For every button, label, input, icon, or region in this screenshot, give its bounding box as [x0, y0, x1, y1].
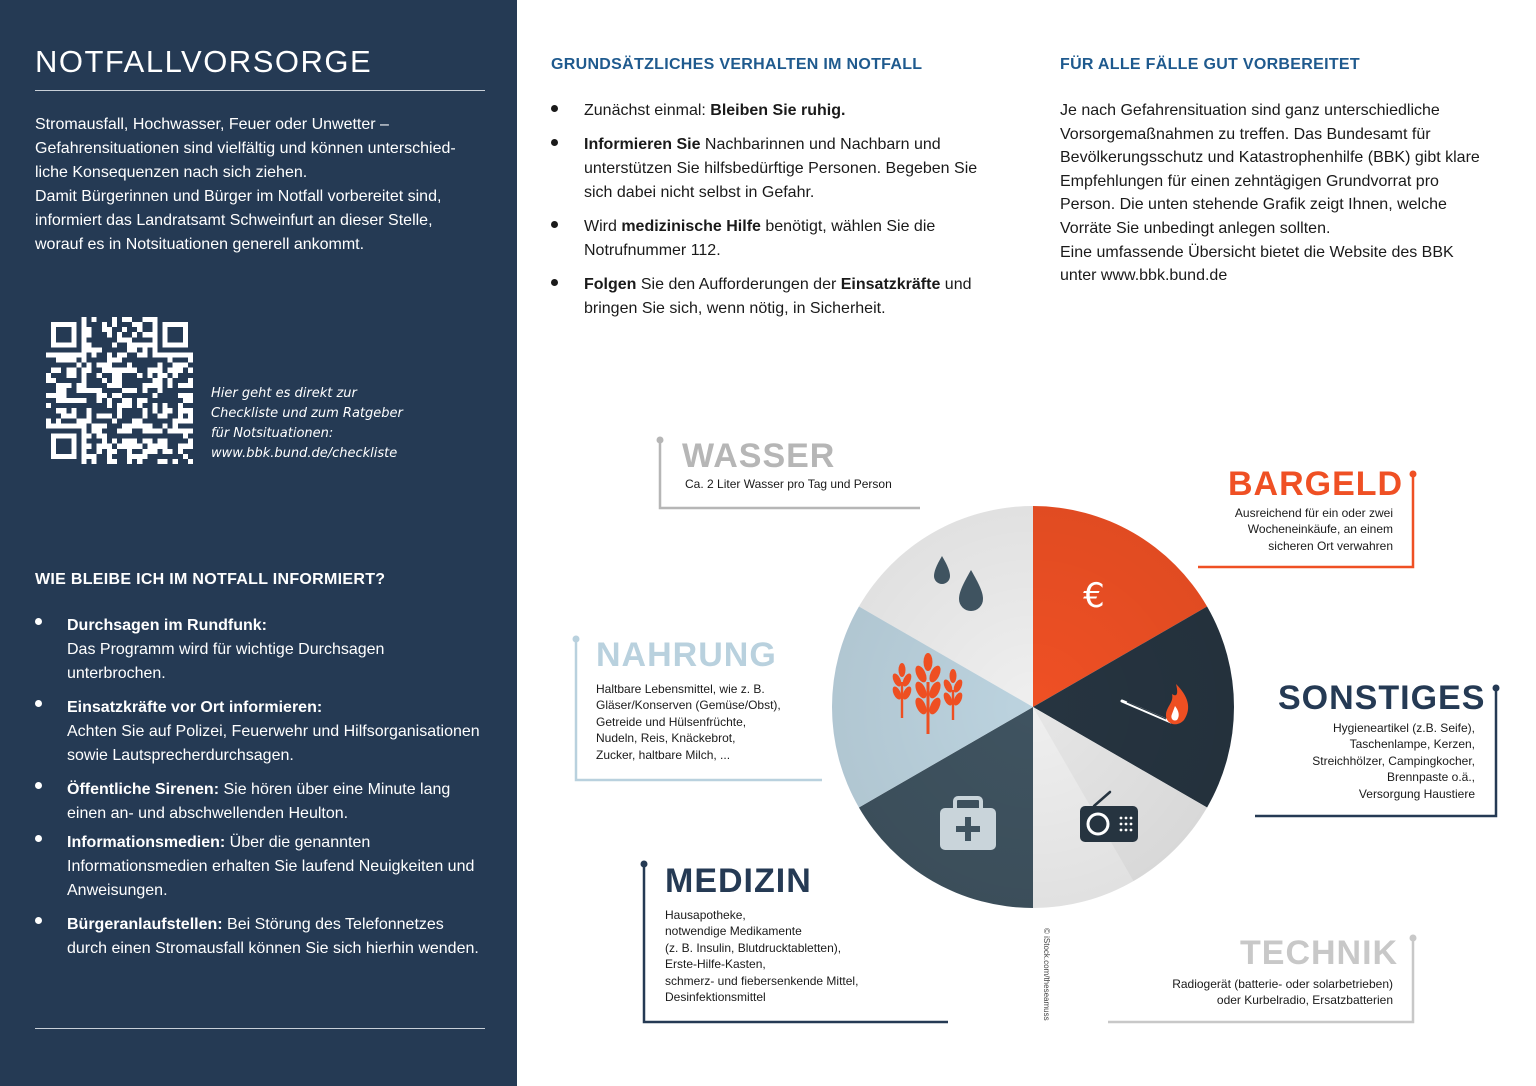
- sonstiges-description: [1275, 720, 1475, 802]
- info-item-title: Bürgeranlaufstellen:: [67, 916, 223, 933]
- info-item-title: Durchsagen im Rundfunk:: [67, 617, 268, 634]
- qr-caption-line: Checkliste und zum Ratgeber: [211, 406, 403, 421]
- info-item-text: Das Programm wird für wichtige Durchsagen unterbrochen.: [67, 641, 385, 682]
- behavior-text: benötigt, wählen Sie die Notrufnummer 112.: [584, 218, 936, 259]
- preparation-heading: FÜR ALLE FÄLLE GUT VORBEREITET: [1060, 56, 1360, 73]
- technik-line: Radiogerät (batterie- oder solarbetrieben): [1172, 977, 1393, 991]
- supplies-pie: [832, 506, 1234, 908]
- behavior-emphasis: Einsatzkräfte: [840, 276, 941, 293]
- preparation-paragraph-2: Eine umfassende Übersicht bietet die Website des BBK unter www.bbk.bund.de: [1060, 243, 1454, 285]
- behavior-text: Nachbarinnen und Nachbarn und unterstützen Sie hilfsbedürftige Personen. Begeben Sie sich dabei nicht selbst in Gefahr.: [584, 136, 978, 201]
- info-item-title: Informationsmedien:: [67, 834, 226, 851]
- nahrung-line: Zucker, haltbare Milch, ...: [596, 747, 731, 762]
- nahrung-title: NAHRUNG: [596, 636, 777, 674]
- sonstiges-line: Streichhölzer, Campingkocher,: [1312, 753, 1475, 768]
- qr-caption-link[interactable]: www.bbk.bund.de/checkliste: [211, 446, 398, 461]
- sonstiges-line: Taschenlampe, Kerzen,: [1349, 737, 1475, 752]
- wasser-line: Ca. 2 Liter Wasser pro Tag und Person: [685, 477, 892, 491]
- bargeld-line: sicheren Ort verwahren: [1268, 538, 1393, 553]
- medizin-description: [665, 907, 858, 1005]
- sonstiges-line: Hygieneartikel (z.B. Seife),: [1332, 721, 1475, 735]
- bargeld-description: [1193, 505, 1393, 554]
- intro-paragraph-1: Stromausfall, Hochwasser, Feuer oder Unwetter – Gefahrensituationen sind vielfältig und können unterschied-liche Konsequenzen nach sich ziehen.: [35, 116, 456, 181]
- medizin-line: notwendige Medikamente: [665, 924, 802, 939]
- info-item-text: Sie hören über eine Minute lang einen an- und abschwellenden Heulton.: [67, 781, 451, 822]
- behavior-text: und bringen Sie sich, wenn nötig, in Sicherheit.: [584, 276, 972, 317]
- nahrung-line: Haltbare Lebensmittel, wie z. B.: [596, 682, 765, 696]
- euro-icon: €: [1083, 576, 1105, 616]
- qr-caption-line: für Notsituationen:: [211, 426, 334, 441]
- sonstiges-callout-dot: [1493, 685, 1500, 692]
- bargeld-title: BARGELD: [1228, 465, 1404, 503]
- wasser-callout-dot: [657, 437, 664, 444]
- medizin-line: Hausapotheke,: [665, 908, 746, 922]
- info-heading: WIE BLEIBE ICH IM NOTFALL INFORMIERT?: [35, 571, 386, 588]
- behavior-text: Sie den Aufforderungen der: [636, 276, 841, 293]
- technik-callout-dot: [1410, 935, 1417, 942]
- info-item-title: Öffentliche Sirenen:: [67, 781, 220, 798]
- behavior-emphasis: Folgen: [584, 276, 637, 293]
- wasser-title: WASSER: [682, 437, 836, 475]
- nahrung-description: [596, 681, 781, 763]
- qr-caption-line: Hier geht es direkt zur: [211, 386, 357, 401]
- sonstiges-title: SONSTIGES: [1278, 679, 1486, 717]
- bargeld-line: Ausreichend für ein oder zwei: [1234, 506, 1393, 520]
- bargeld-callout-dot: [1410, 471, 1417, 478]
- medizin-line: Erste-Hilfe-Kasten,: [665, 957, 766, 972]
- medizin-title: MEDIZIN: [665, 862, 812, 900]
- bargeld-line: Wocheneinkäufe, an einem: [1247, 522, 1393, 537]
- medizin-line: (z. B. Insulin, Blutdrucktabletten),: [665, 940, 842, 955]
- nahrung-line: Nudeln, Reis, Knäckebrot,: [596, 731, 736, 746]
- preparation-paragraph-1: Je nach Gefahrensituation sind ganz unterschiedliche Vorsorgemaßnahmen zu treffen. Das Bundesamt für Bevölkerungsschutz und Katastrophenhilfe (BBK) gibt klare Empfehlungen für einen zehntägigen Grundvorrat pro Person. Die unten stehende Grafik zeigt Ihnen, welche Vorräte Sie unbedingt anlegen sollten.: [1060, 102, 1480, 237]
- sonstiges-line: Versorgung Haustiere: [1358, 786, 1475, 801]
- image-credit: © iStock.com/theseamuss: [1042, 928, 1051, 1021]
- technik-title: TECHNIK: [1240, 934, 1399, 972]
- info-item-text: Bei Störung des Telefonnetzes durch einen Stromausfall können Sie sich hierhin wenden.: [67, 916, 479, 957]
- technik-line: oder Kurbelradio, Ersatzbatterien: [1216, 993, 1393, 1008]
- page-title: NOTFALLVORSORGE: [35, 44, 373, 79]
- behavior-text: Zunächst einmal:: [584, 102, 711, 119]
- behavior-emphasis: Informieren Sie: [584, 136, 701, 153]
- medizin-line: Desinfektionsmittel: [665, 990, 766, 1005]
- info-item-title: Einsatzkräfte vor Ort informieren:: [67, 699, 323, 716]
- technik-description: [1133, 976, 1393, 1009]
- medizin-line: schmerz- und fiebersenkende Mittel,: [665, 973, 859, 988]
- info-item-text: Über die genannten Informationsmedien erhalten Sie laufend Neuigkeiten und Anweisungen.: [67, 834, 475, 899]
- behavior-emphasis: Bleiben Sie ruhig.: [710, 102, 846, 119]
- intro-paragraph-2: Damit Bürgerinnen und Bürger im Notfall vorbereitet sind, informiert das Landratsamt Schweinfurt an dieser Stelle, worauf es in Notsituationen generell ankommt.: [35, 188, 442, 253]
- nahrung-line: Gläser/Konserven (Gemüse/Obst),: [596, 698, 781, 713]
- behavior-heading: GRUNDSÄTZLICHES VERHALTEN IM NOTFALL: [551, 56, 923, 73]
- wasser-description: [685, 476, 892, 492]
- nahrung-line: Getreide und Hülsenfrüchte,: [596, 714, 747, 729]
- behavior-emphasis: medizinische Hilfe: [621, 218, 761, 235]
- info-item-text: Achten Sie auf Polizei, Feuerwehr und Hilfsorganisationen sowie Lautsprecherdurchsagen.: [67, 723, 480, 764]
- medizin-callout-dot: [641, 861, 648, 868]
- sonstiges-line: Brennpaste o.ä.,: [1386, 770, 1475, 785]
- behavior-text: Wird: [584, 218, 622, 235]
- nahrung-callout-dot: [573, 636, 580, 643]
